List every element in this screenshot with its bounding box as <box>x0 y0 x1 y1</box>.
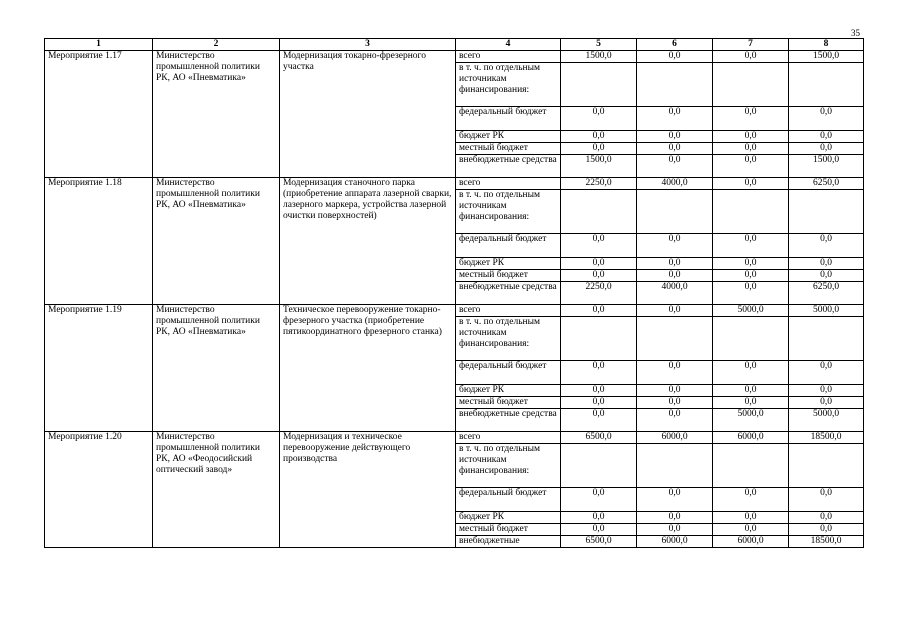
amount-year-2: 0,0 <box>637 397 713 409</box>
amount-year-1: 1500,0 <box>561 155 637 178</box>
event-name: Мероприятие 1.20 <box>45 432 153 548</box>
row-total <box>45 51 864 63</box>
funding-source <box>456 143 561 155</box>
header-col-3: 3 <box>280 39 456 51</box>
funding-source-label: федеральный бюджет <box>459 107 547 117</box>
amount-year-1: 0,0 <box>561 409 637 432</box>
amount-year-4: 0,0 <box>789 524 864 536</box>
amount-year-1: 2250,0 <box>561 178 637 190</box>
funding-source <box>456 131 561 143</box>
funding-source <box>456 444 561 488</box>
amount-year-1: 6500,0 <box>561 536 637 548</box>
amount-year-4 <box>789 190 864 234</box>
amount-year-3: 0,0 <box>713 270 789 282</box>
funding-source-label: бюджет РК <box>459 385 505 395</box>
responsible-org: Министерство промышленной политики РК, АО «Пневматика» <box>153 178 280 305</box>
amount-year-2 <box>637 317 713 361</box>
amount-year-1: 0,0 <box>561 107 637 131</box>
funding-source-label: местный бюджет <box>459 143 528 153</box>
amount-year-4: 0,0 <box>789 258 864 270</box>
funding-source-label: федеральный бюджет <box>459 361 547 371</box>
amount-year-4 <box>789 444 864 488</box>
amount-year-1: 0,0 <box>561 270 637 282</box>
funding-source <box>456 270 561 282</box>
amount-year-4: 1500,0 <box>789 155 864 178</box>
row-total <box>45 432 864 444</box>
amount-year-2: 0,0 <box>637 305 713 317</box>
amount-year-3: 0,0 <box>713 178 789 190</box>
amount-year-2: 0,0 <box>637 155 713 178</box>
amount-year-4: 6250,0 <box>789 282 864 305</box>
amount-year-1: 0,0 <box>561 234 637 258</box>
row-total <box>45 305 864 317</box>
amount-year-4: 0,0 <box>789 385 864 397</box>
amount-year-4: 0,0 <box>789 397 864 409</box>
funding-source <box>456 317 561 361</box>
event-name: Мероприятие 1.17 <box>45 51 153 178</box>
funding-source-label: в т. ч. по отдельным источникам финансирования: <box>459 63 541 95</box>
amount-year-1: 0,0 <box>561 397 637 409</box>
amount-year-4: 5000,0 <box>789 305 864 317</box>
amount-year-1 <box>561 190 637 234</box>
funding-source <box>456 282 561 305</box>
amount-year-2: 6000,0 <box>637 432 713 444</box>
amount-year-2 <box>637 63 713 107</box>
amount-year-2: 0,0 <box>637 131 713 143</box>
funding-source <box>456 409 561 432</box>
amount-year-2 <box>637 444 713 488</box>
table-body <box>45 51 864 548</box>
funding-source <box>456 234 561 258</box>
funding-source-label: всего <box>459 51 481 61</box>
amount-year-3: 5000,0 <box>713 305 789 317</box>
header-col-7: 7 <box>713 39 789 51</box>
event-description: Техническое перевооружение токарно-фрезерного участка (приобретение пятикоординатного фрезерного станка) <box>280 305 456 432</box>
amount-year-1: 0,0 <box>561 512 637 524</box>
funding-source-label: в т. ч. по отдельным источникам финансирования: <box>459 317 541 349</box>
funding-source-label: всего <box>459 178 481 188</box>
amount-year-2: 4000,0 <box>637 282 713 305</box>
funding-source-label: всего <box>459 432 481 442</box>
funding-source-label: местный бюджет <box>459 270 528 280</box>
amount-year-3: 0,0 <box>713 51 789 63</box>
funding-source-label: внебюджетные <box>459 536 520 546</box>
funding-source-label: внебюджетные средства <box>459 155 557 165</box>
amount-year-3: 0,0 <box>713 512 789 524</box>
funding-source <box>456 155 561 178</box>
amount-year-3: 6000,0 <box>713 432 789 444</box>
funding-source <box>456 536 561 548</box>
amount-year-2 <box>637 190 713 234</box>
row-total <box>45 178 864 190</box>
amount-year-2: 0,0 <box>637 51 713 63</box>
amount-year-2: 6000,0 <box>637 536 713 548</box>
funding-source <box>456 524 561 536</box>
amount-year-4: 18500,0 <box>789 536 864 548</box>
funding-source <box>456 385 561 397</box>
event-name: Мероприятие 1.18 <box>45 178 153 305</box>
amount-year-3 <box>713 317 789 361</box>
funding-source-label: федеральный бюджет <box>459 488 547 498</box>
event-description: Модернизация станочного парка (приобретение аппарата лазерной сварки, лазерного маркера, устройства лазерной очистки поверхностей) <box>280 178 456 305</box>
funding-source <box>456 305 561 317</box>
amount-year-1 <box>561 444 637 488</box>
amount-year-4 <box>789 63 864 107</box>
funding-source <box>456 190 561 234</box>
funding-source <box>456 432 561 444</box>
funding-source-label: всего <box>459 305 481 315</box>
amount-year-2: 0,0 <box>637 143 713 155</box>
funding-source-label: внебюджетные средства <box>459 409 557 419</box>
funding-source <box>456 488 561 512</box>
amount-year-3: 6000,0 <box>713 536 789 548</box>
responsible-org: Министерство промышленной политики РК, АО «Пневматика» <box>153 305 280 432</box>
amount-year-2: 0,0 <box>637 107 713 131</box>
funding-source-label: местный бюджет <box>459 397 528 407</box>
funding-source-label: в т. ч. по отдельным источникам финансирования: <box>459 190 541 222</box>
amount-year-1: 1500,0 <box>561 51 637 63</box>
amount-year-1: 2250,0 <box>561 282 637 305</box>
amount-year-1: 0,0 <box>561 361 637 385</box>
amount-year-3: 0,0 <box>713 107 789 131</box>
funding-table <box>44 38 864 548</box>
amount-year-4: 0,0 <box>789 234 864 258</box>
event-description: Модернизация токарно-фрезерного участка <box>280 51 456 178</box>
amount-year-3: 0,0 <box>713 361 789 385</box>
amount-year-1: 0,0 <box>561 258 637 270</box>
amount-year-2: 0,0 <box>637 512 713 524</box>
header-row <box>45 39 864 51</box>
header-col-8: 8 <box>789 39 864 51</box>
amount-year-3: 0,0 <box>713 488 789 512</box>
header-col-6: 6 <box>637 39 713 51</box>
amount-year-4: 0,0 <box>789 107 864 131</box>
amount-year-1: 6500,0 <box>561 432 637 444</box>
funding-source <box>456 258 561 270</box>
amount-year-3: 0,0 <box>713 143 789 155</box>
amount-year-1: 0,0 <box>561 524 637 536</box>
funding-source <box>456 397 561 409</box>
amount-year-2: 0,0 <box>637 234 713 258</box>
responsible-org: Министерство промышленной политики РК, АО «Феодосийский оптический завод» <box>153 432 280 548</box>
amount-year-4: 6250,0 <box>789 178 864 190</box>
funding-source-label: федеральный бюджет <box>459 234 547 244</box>
amount-year-3: 5000,0 <box>713 409 789 432</box>
amount-year-3: 0,0 <box>713 282 789 305</box>
amount-year-3: 0,0 <box>713 234 789 258</box>
funding-source-label: бюджет РК <box>459 258 505 268</box>
funding-source-label: внебюджетные средства <box>459 282 557 292</box>
amount-year-4: 0,0 <box>789 361 864 385</box>
amount-year-4: 0,0 <box>789 143 864 155</box>
amount-year-3: 0,0 <box>713 385 789 397</box>
page-number: 35 <box>851 28 860 38</box>
amount-year-1 <box>561 63 637 107</box>
funding-source-label: местный бюджет <box>459 524 528 534</box>
event-name: Мероприятие 1.19 <box>45 305 153 432</box>
amount-year-3 <box>713 63 789 107</box>
amount-year-4: 0,0 <box>789 131 864 143</box>
amount-year-2: 0,0 <box>637 524 713 536</box>
amount-year-4: 0,0 <box>789 270 864 282</box>
amount-year-3: 0,0 <box>713 155 789 178</box>
amount-year-2: 0,0 <box>637 385 713 397</box>
amount-year-1: 0,0 <box>561 143 637 155</box>
amount-year-1 <box>561 317 637 361</box>
amount-year-2: 0,0 <box>637 361 713 385</box>
amount-year-4: 18500,0 <box>789 432 864 444</box>
funding-source <box>456 107 561 131</box>
amount-year-3 <box>713 190 789 234</box>
amount-year-4: 0,0 <box>789 488 864 512</box>
amount-year-2: 0,0 <box>637 409 713 432</box>
funding-source <box>456 361 561 385</box>
amount-year-4 <box>789 317 864 361</box>
event-description: Модернизация и техническое перевооружение действующего производства <box>280 432 456 548</box>
header-col-4: 4 <box>456 39 561 51</box>
amount-year-4: 5000,0 <box>789 409 864 432</box>
amount-year-3: 0,0 <box>713 131 789 143</box>
amount-year-1: 0,0 <box>561 131 637 143</box>
funding-source-label: бюджет РК <box>459 131 505 141</box>
amount-year-4: 1500,0 <box>789 51 864 63</box>
amount-year-2: 0,0 <box>637 270 713 282</box>
amount-year-1: 0,0 <box>561 305 637 317</box>
amount-year-3: 0,0 <box>713 397 789 409</box>
header-col-5: 5 <box>561 39 637 51</box>
header-col-1: 1 <box>45 39 153 51</box>
amount-year-4: 0,0 <box>789 512 864 524</box>
funding-source <box>456 63 561 107</box>
funding-source <box>456 178 561 190</box>
amount-year-3: 0,0 <box>713 258 789 270</box>
funding-source-label: в т. ч. по отдельным источникам финансирования: <box>459 444 541 476</box>
amount-year-1: 0,0 <box>561 385 637 397</box>
funding-source-label: бюджет РК <box>459 512 505 522</box>
amount-year-2: 4000,0 <box>637 178 713 190</box>
funding-source <box>456 512 561 524</box>
amount-year-3: 0,0 <box>713 524 789 536</box>
amount-year-3 <box>713 444 789 488</box>
amount-year-1: 0,0 <box>561 488 637 512</box>
funding-source <box>456 51 561 63</box>
amount-year-2: 0,0 <box>637 258 713 270</box>
amount-year-2: 0,0 <box>637 488 713 512</box>
responsible-org: Министерство промышленной политики РК, АО «Пневматика» <box>153 51 280 178</box>
header-col-2: 2 <box>153 39 280 51</box>
